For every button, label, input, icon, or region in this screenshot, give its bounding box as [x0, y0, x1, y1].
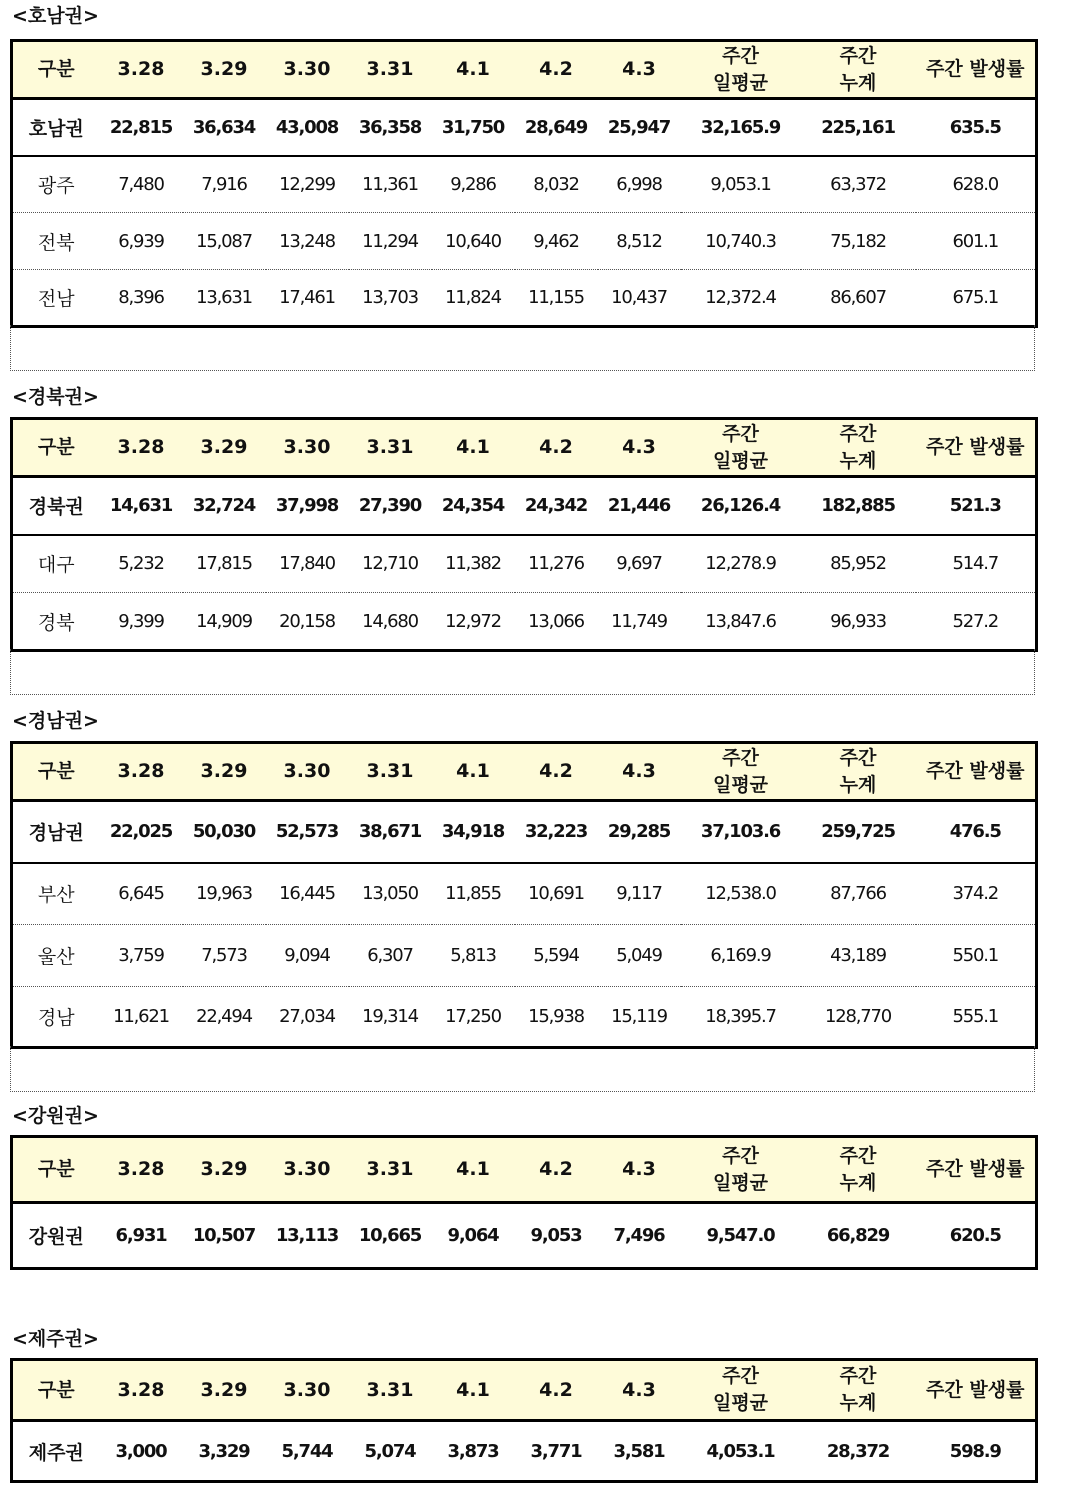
header-day: 3.29 [183, 41, 266, 99]
row-label: 부산 [12, 863, 100, 925]
spacer-row [10, 1046, 1035, 1092]
header-weekly-avg-line2: 일평균 [712, 71, 769, 94]
region-table [10, 1135, 1038, 1270]
region-table [10, 741, 1038, 1049]
daily-value: 5,744 [266, 1421, 349, 1482]
weekly-rate-value: 374.2 [916, 863, 1037, 925]
daily-value: 12,710 [349, 535, 432, 593]
header-day: 4.1 [432, 41, 515, 99]
weekly-rate-value: 555.1 [952, 1006, 999, 1027]
daily-value: 22,025 [100, 801, 183, 863]
weekly-avg-value: 26,126.4 [681, 477, 801, 535]
daily-value: 15,938 [528, 1006, 584, 1027]
daily-value: 25,947 [598, 99, 681, 156]
header-day: 4.3 [598, 1137, 681, 1203]
daily-value: 3,759 [100, 925, 183, 987]
weekly-avg-value: 10,740.3 [681, 213, 801, 270]
daily-value: 6,645 [100, 863, 183, 925]
row-label: 제주권 [12, 1421, 100, 1482]
header-day: 3.30 [266, 419, 349, 477]
daily-value: 7,916 [183, 156, 266, 213]
header-day: 3.28 [100, 1137, 183, 1203]
daily-value: 36,634 [183, 99, 266, 156]
weekly-rate-value: 550.1 [916, 925, 1037, 987]
daily-value: 22,815 [100, 99, 183, 156]
header-day: 4.1 [432, 1137, 515, 1203]
header-row [12, 1360, 1037, 1421]
daily-value: 19,963 [183, 863, 266, 925]
header-weekly-avg-line1: 주간 [722, 1144, 759, 1167]
daily-value: 36,358 [349, 99, 432, 156]
table-row [12, 925, 1037, 987]
daily-value: 3,000 [100, 1421, 183, 1482]
daily-value: 11,361 [349, 156, 432, 213]
row-label: 경북권 [12, 477, 100, 535]
header-row [12, 419, 1037, 477]
section-title: <제주권> [12, 1328, 99, 1350]
daily-value: 8,512 [598, 213, 681, 270]
header-weekly-sum-line2: 누계 [839, 773, 877, 796]
row-label: 경남권 [12, 801, 100, 863]
weekly-sum-value: 43,189 [801, 925, 916, 987]
header-day: 3.30 [266, 1137, 349, 1203]
daily-value: 17,840 [266, 535, 349, 593]
header-day: 4.2 [515, 743, 598, 801]
daily-value: 6,998 [598, 156, 681, 213]
daily-value: 11,155 [528, 287, 584, 308]
header-weekly-sum-line2: 누계 [839, 449, 877, 472]
daily-value: 5,074 [349, 1421, 432, 1482]
header-weekly-avg [681, 41, 801, 99]
daily-value: 38,671 [349, 801, 432, 863]
header-day: 3.30 [266, 743, 349, 801]
header-day: 4.1 [432, 419, 515, 477]
weekly-rate-value: 675.1 [952, 287, 999, 308]
header-weekly-avg-line2: 일평균 [712, 449, 769, 472]
header-day: 4.2 [515, 1360, 598, 1421]
weekly-sum-value: 225,161 [801, 99, 916, 156]
header-day: 3.31 [349, 1137, 432, 1203]
row-label: 경북 [37, 611, 75, 634]
header-label: 구분 [12, 1137, 100, 1203]
daily-value: 3,771 [515, 1421, 598, 1482]
spacer-row [10, 325, 1035, 371]
header-label: 구분 [12, 743, 100, 801]
daily-value: 27,034 [279, 1006, 335, 1027]
weekly-rate-value: 514.7 [916, 535, 1037, 593]
total-row [12, 1203, 1037, 1269]
weekly-sum-value: 28,372 [801, 1421, 916, 1482]
daily-value: 11,749 [611, 610, 667, 632]
weekly-avg-value: 6,169.9 [681, 925, 801, 987]
section-title: <경남권> [12, 710, 99, 732]
header-day: 4.3 [598, 41, 681, 99]
header-weekly-avg-line1: 주간 [722, 1365, 759, 1387]
total-row [12, 1421, 1037, 1482]
section-title: <호남권> [12, 5, 99, 27]
table-row [12, 987, 1037, 1048]
daily-value: 14,909 [196, 610, 252, 632]
header-day: 4.2 [515, 41, 598, 99]
daily-value: 9,286 [432, 156, 515, 213]
daily-value: 7,480 [100, 156, 183, 213]
daily-value: 17,461 [279, 287, 335, 308]
header-day: 3.31 [349, 1360, 432, 1421]
header-weekly-sum-line1: 주간 [839, 1365, 877, 1387]
weekly-rate-value: 635.5 [916, 99, 1037, 156]
daily-value: 34,918 [432, 801, 515, 863]
daily-value: 5,594 [515, 925, 598, 987]
header-weekly-avg-line2: 일평균 [712, 773, 769, 796]
daily-value: 29,285 [598, 801, 681, 863]
section-title: <경북권> [12, 386, 99, 408]
daily-value: 15,087 [183, 213, 266, 270]
weekly-avg-value: 4,053.1 [681, 1421, 801, 1482]
header-day: 4.2 [515, 1137, 598, 1203]
daily-value: 11,855 [432, 863, 515, 925]
header-weekly-avg-line2: 일평균 [712, 1392, 769, 1414]
header-weekly-rate: 주간 발생률 [916, 419, 1037, 477]
header-day: 3.31 [349, 419, 432, 477]
header-day: 4.1 [432, 743, 515, 801]
daily-value: 10,665 [349, 1203, 432, 1269]
daily-value: 6,307 [349, 925, 432, 987]
daily-value: 13,631 [196, 287, 252, 308]
weekly-rate-value: 598.9 [916, 1421, 1037, 1482]
daily-value: 37,998 [266, 477, 349, 535]
header-weekly-sum [801, 743, 916, 801]
row-label: 호남권 [12, 99, 100, 156]
header-day: 3.29 [183, 743, 266, 801]
daily-value: 28,649 [515, 99, 598, 156]
daily-value: 32,223 [515, 801, 598, 863]
daily-value: 10,437 [611, 287, 667, 308]
header-day: 3.28 [100, 743, 183, 801]
weekly-avg-value: 32,165.9 [681, 99, 801, 156]
header-weekly-avg [681, 419, 801, 477]
daily-value: 5,232 [100, 535, 183, 593]
daily-value: 11,382 [432, 535, 515, 593]
header-weekly-sum-line2: 누계 [839, 1392, 877, 1414]
row-label: 대구 [12, 535, 100, 593]
daily-value: 24,354 [432, 477, 515, 535]
daily-value: 31,750 [432, 99, 515, 156]
header-day: 4.3 [598, 1360, 681, 1421]
region-table [10, 1358, 1038, 1483]
weekly-sum-value: 128,770 [824, 1006, 892, 1027]
header-day: 4.2 [515, 419, 598, 477]
weekly-rate-value: 628.0 [916, 156, 1037, 213]
daily-value: 10,507 [183, 1203, 266, 1269]
table-row [12, 863, 1037, 925]
header-day: 3.29 [183, 1360, 266, 1421]
daily-value: 10,691 [515, 863, 598, 925]
region-table [10, 39, 1038, 328]
total-row [12, 477, 1037, 535]
daily-value: 8,396 [118, 287, 164, 308]
daily-value: 7,496 [598, 1203, 681, 1269]
daily-value: 7,573 [183, 925, 266, 987]
daily-value: 11,294 [349, 213, 432, 270]
daily-value: 12,299 [266, 156, 349, 213]
daily-value: 13,703 [362, 287, 418, 308]
daily-value: 14,631 [100, 477, 183, 535]
weekly-rate-value: 601.1 [916, 213, 1037, 270]
row-label: 광주 [12, 156, 100, 213]
weekly-avg-value: 12,372.4 [705, 287, 776, 308]
header-day: 3.30 [266, 41, 349, 99]
header-weekly-rate: 주간 발생률 [916, 1360, 1037, 1421]
header-weekly-sum-line1: 주간 [839, 44, 877, 67]
weekly-sum-value: 75,182 [801, 213, 916, 270]
daily-value: 9,117 [598, 863, 681, 925]
header-weekly-sum [801, 419, 916, 477]
region-table [10, 417, 1038, 652]
weekly-sum-value: 85,952 [801, 535, 916, 593]
header-day: 3.28 [100, 1360, 183, 1421]
header-label: 구분 [12, 419, 100, 477]
header-weekly-sum-line2: 누계 [839, 1171, 877, 1194]
daily-value: 27,390 [349, 477, 432, 535]
header-day: 4.3 [598, 419, 681, 477]
section-title: <강원권> [12, 1105, 99, 1127]
header-weekly-rate: 주간 발생률 [916, 1137, 1037, 1203]
weekly-rate-value: 521.3 [916, 477, 1037, 535]
weekly-sum-value: 182,885 [801, 477, 916, 535]
daily-value: 13,113 [266, 1203, 349, 1269]
header-weekly-sum-line1: 주간 [839, 746, 877, 769]
daily-value: 52,573 [266, 801, 349, 863]
header-weekly-rate: 주간 발생률 [916, 41, 1037, 99]
daily-value: 11,824 [445, 287, 501, 308]
daily-value: 8,032 [515, 156, 598, 213]
daily-value: 11,621 [113, 1006, 169, 1027]
daily-value: 22,494 [196, 1006, 252, 1027]
table-row [12, 535, 1037, 593]
daily-value: 24,342 [515, 477, 598, 535]
row-label: 경남 [37, 1007, 75, 1029]
header-weekly-sum-line1: 주간 [839, 422, 877, 445]
header-day: 3.28 [100, 41, 183, 99]
daily-value: 3,581 [598, 1421, 681, 1482]
daily-value: 19,314 [362, 1006, 418, 1027]
table-row [12, 156, 1037, 213]
weekly-sum-value: 86,607 [830, 287, 886, 308]
weekly-sum-value: 96,933 [830, 610, 886, 632]
header-weekly-sum-line2: 누계 [839, 71, 877, 94]
daily-value: 43,008 [266, 99, 349, 156]
daily-value: 21,446 [598, 477, 681, 535]
daily-value: 6,931 [100, 1203, 183, 1269]
daily-value: 17,815 [183, 535, 266, 593]
row-label: 전북 [12, 213, 100, 270]
daily-value: 9,399 [118, 610, 164, 632]
header-label: 구분 [12, 1360, 100, 1421]
daily-value: 3,329 [183, 1421, 266, 1482]
header-weekly-rate: 주간 발생률 [916, 743, 1037, 801]
header-day: 3.29 [183, 419, 266, 477]
weekly-rate-value: 527.2 [952, 610, 999, 632]
weekly-avg-value: 13,847.6 [705, 610, 776, 632]
header-row [12, 743, 1037, 801]
header-day: 3.31 [349, 743, 432, 801]
daily-value: 20,158 [279, 610, 335, 632]
daily-value: 13,066 [528, 610, 584, 632]
header-weekly-avg [681, 1360, 801, 1421]
daily-value: 6,939 [100, 213, 183, 270]
weekly-sum-value: 259,725 [801, 801, 916, 863]
header-label: 구분 [12, 41, 100, 99]
header-day: 3.31 [349, 41, 432, 99]
weekly-avg-value: 12,538.0 [681, 863, 801, 925]
header-weekly-avg-line1: 주간 [722, 422, 759, 445]
header-day: 4.1 [432, 1360, 515, 1421]
daily-value: 15,119 [611, 1006, 667, 1027]
weekly-avg-value: 12,278.9 [681, 535, 801, 593]
header-row [12, 1137, 1037, 1203]
header-weekly-avg [681, 1137, 801, 1203]
weekly-avg-value: 9,053.1 [681, 156, 801, 213]
daily-value: 9,462 [515, 213, 598, 270]
daily-value: 13,248 [266, 213, 349, 270]
weekly-sum-value: 87,766 [801, 863, 916, 925]
daily-value: 9,094 [266, 925, 349, 987]
daily-value: 9,697 [598, 535, 681, 593]
table-row [12, 270, 1037, 327]
header-weekly-sum [801, 1360, 916, 1421]
daily-value: 5,049 [598, 925, 681, 987]
header-weekly-avg-line1: 주간 [722, 746, 759, 769]
row-label: 울산 [12, 925, 100, 987]
total-row [12, 801, 1037, 863]
header-weekly-avg [681, 743, 801, 801]
daily-value: 5,813 [432, 925, 515, 987]
header-weekly-sum-line1: 주간 [839, 1144, 877, 1167]
daily-value: 32,724 [183, 477, 266, 535]
daily-value: 11,276 [515, 535, 598, 593]
header-weekly-sum [801, 1137, 916, 1203]
total-row [12, 99, 1037, 156]
weekly-sum-value: 66,829 [801, 1203, 916, 1269]
daily-value: 14,680 [362, 610, 418, 632]
table-row [12, 213, 1037, 270]
daily-value: 10,640 [432, 213, 515, 270]
header-day: 3.28 [100, 419, 183, 477]
header-day: 3.30 [266, 1360, 349, 1421]
spacer-row [10, 649, 1035, 695]
weekly-sum-value: 63,372 [801, 156, 916, 213]
weekly-avg-value: 9,547.0 [681, 1203, 801, 1269]
weekly-rate-value: 476.5 [916, 801, 1037, 863]
daily-value: 12,972 [445, 610, 501, 632]
weekly-avg-value: 18,395.7 [705, 1006, 776, 1027]
daily-value: 17,250 [445, 1006, 501, 1027]
daily-value: 16,445 [266, 863, 349, 925]
weekly-avg-value: 37,103.6 [681, 801, 801, 863]
daily-value: 3,873 [432, 1421, 515, 1482]
daily-value: 13,050 [349, 863, 432, 925]
weekly-rate-value: 620.5 [916, 1203, 1037, 1269]
daily-value: 9,064 [432, 1203, 515, 1269]
header-day: 4.3 [598, 743, 681, 801]
header-weekly-avg-line2: 일평균 [712, 1171, 769, 1194]
daily-value: 9,053 [515, 1203, 598, 1269]
header-weekly-avg-line1: 주간 [722, 44, 759, 67]
daily-value: 50,030 [183, 801, 266, 863]
row-label: 전남 [37, 288, 75, 310]
row-label: 강원권 [12, 1203, 100, 1269]
header-weekly-sum [801, 41, 916, 99]
header-day: 3.29 [183, 1137, 266, 1203]
header-row [12, 41, 1037, 99]
table-row [12, 593, 1037, 651]
